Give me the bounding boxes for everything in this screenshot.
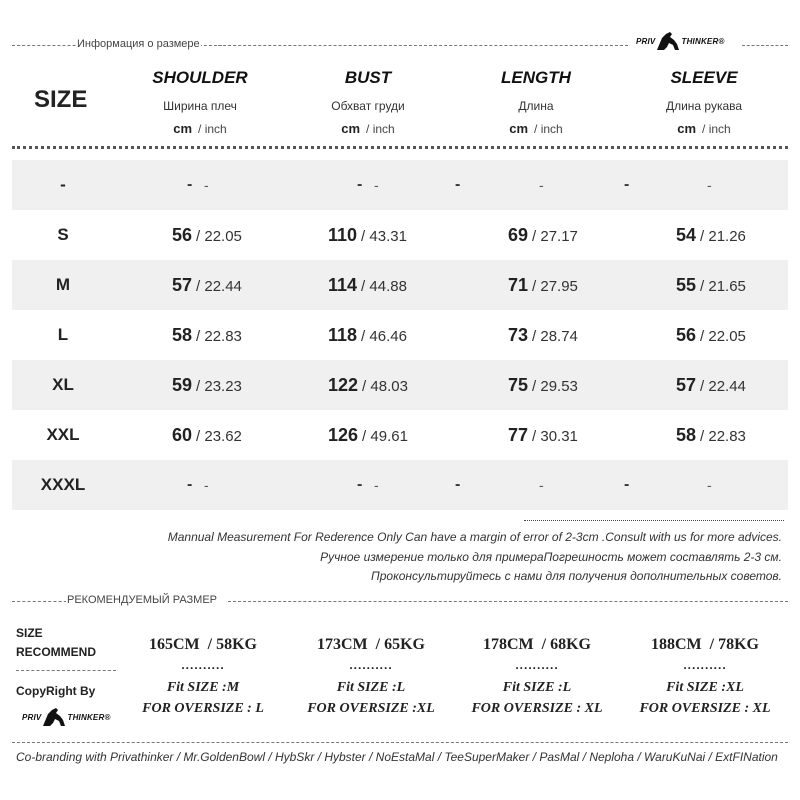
panther-icon — [655, 28, 681, 54]
brand-logo — [636, 28, 725, 54]
oversize-size: FOR OVERSIZE : L — [142, 701, 264, 716]
table-row — [12, 460, 788, 510]
column-header-length — [461, 68, 611, 136]
section-title-size-info: Информация о размере — [77, 38, 200, 50]
cell-length: 75 / 29.53 — [508, 375, 578, 395]
note-line-ru-1: Ручное измерение только для примераПогрешность может составлять 2-3 см. — [320, 549, 782, 564]
cell-sleeve: 58 / 22.83 — [676, 425, 746, 445]
cell-shoulder-cm: - — [187, 176, 193, 193]
note-line-en: Mannual Measurement For Rederence Only Can have a margin of error of 2-3cm .Consult with us for more advices. — [167, 530, 782, 544]
table-row — [12, 360, 788, 410]
cell-length: 77 / 30.31 — [508, 425, 578, 445]
cell-bust: 122 / 48.03 — [328, 375, 408, 395]
dots-separator: .......... — [181, 658, 225, 672]
row-size-label: L — [57, 325, 69, 344]
oversize-size: FOR OVERSIZE : XL — [639, 701, 771, 716]
dots-separator: .......... — [683, 658, 727, 672]
cell-bust: 114 / 44.88 — [328, 275, 407, 295]
cell-sleeve: 54 / 21.26 — [676, 225, 746, 245]
dots-separator: .......... — [349, 658, 393, 672]
column-title-en: BUST — [344, 68, 392, 87]
cell-sleeve-inch: - — [707, 477, 712, 493]
row-size-label: - — [60, 175, 66, 194]
column-header-sleeve — [629, 68, 779, 136]
cell-shoulder-cm: - — [187, 476, 193, 493]
cell-bust: 110 / 43.31 — [328, 225, 407, 245]
cell-length: 73 / 28.74 — [508, 325, 578, 345]
note-line-ru-2: Проконсультируйтесь с нами для получения дополнительных советов. — [371, 569, 782, 583]
notes-top-rule — [524, 520, 784, 521]
cell-sleeve-cm: - — [624, 176, 630, 193]
column-title-ru: Длина — [518, 99, 554, 113]
recommend-item — [452, 636, 622, 719]
cell-bust-inch: - — [374, 477, 379, 493]
cell-sleeve-cm: - — [624, 476, 630, 493]
column-title-ru: Ширина плеч — [163, 99, 237, 113]
table-row — [12, 260, 788, 310]
measurement-notes — [168, 528, 782, 587]
cell-bust: 126 / 49.61 — [328, 425, 408, 445]
recommend-rule-right — [228, 601, 788, 602]
column-units: cm / inch — [509, 121, 563, 136]
cobranding-footer: Co-branding with Privathinker / Mr.GoldenBowl / HybSkr / Hybster / NoEstaMal / TeeSuperMaker / PasMal / Neploha / WaruKuNai / ExtFINation — [16, 750, 778, 764]
logo-text-left: PRIV — [636, 36, 656, 46]
cell-shoulder: 56 / 22.05 — [172, 225, 242, 245]
cell-length: 69 / 27.17 — [508, 225, 578, 245]
oversize-size: FOR OVERSIZE :XL — [307, 701, 435, 716]
fit-size: Fit SIZE :M — [166, 680, 240, 695]
table-row — [12, 210, 788, 260]
column-units: cm / inch — [677, 121, 731, 136]
cell-shoulder-inch: - — [204, 477, 209, 493]
recommend-label-rule — [16, 670, 116, 671]
fit-size: Fit SIZE :L — [336, 680, 406, 695]
cell-bust-cm: - — [357, 476, 363, 493]
footer-rule — [12, 742, 788, 743]
cell-length-inch: - — [539, 477, 544, 493]
fit-size: Fit SIZE :L — [502, 680, 572, 695]
table-row — [12, 160, 788, 210]
cell-length-cm: - — [455, 476, 461, 493]
column-title-ru: Длина рукава — [665, 99, 743, 113]
height-weight: 178CM / 68KG — [483, 636, 591, 653]
cell-length-inch: - — [539, 177, 544, 193]
logo-text-right: THINKER® — [67, 712, 111, 722]
cell-shoulder: 57 / 22.44 — [172, 275, 242, 295]
cell-shoulder: 60 / 23.62 — [172, 425, 242, 445]
cell-sleeve: 55 / 21.65 — [676, 275, 746, 295]
recommend-item — [286, 636, 456, 719]
height-weight: 165CM / 58KG — [149, 636, 257, 653]
row-size-label: S — [57, 225, 69, 244]
cell-shoulder: 59 / 23.23 — [172, 375, 242, 395]
logo-text-left: PRIV — [22, 712, 42, 722]
height-weight: 173CM / 65KG — [317, 636, 425, 653]
panther-icon — [41, 704, 67, 730]
row-size-label: XXL — [46, 425, 80, 444]
cell-sleeve-inch: - — [707, 177, 712, 193]
oversize-size: FOR OVERSIZE : XL — [471, 701, 603, 716]
size-recommend-label: SIZE RECOMMEND — [16, 626, 96, 659]
cell-sleeve: 56 / 22.05 — [676, 325, 746, 345]
header-divider — [12, 146, 788, 149]
recommend-item — [118, 636, 288, 719]
column-title-en: SHOULDER — [152, 68, 248, 87]
height-weight: 188CM / 78KG — [651, 636, 759, 653]
top-rule-middle — [218, 45, 628, 46]
fit-size: Fit SIZE :XL — [666, 680, 744, 695]
column-units: cm / inch — [341, 121, 395, 136]
cell-shoulder-inch: - — [204, 177, 209, 193]
top-rule-right — [742, 45, 788, 46]
cell-length-cm: - — [455, 176, 461, 193]
column-units: cm / inch — [173, 121, 227, 136]
size-heading: SIZE — [34, 86, 88, 113]
cell-length: 71 / 27.95 — [508, 275, 578, 295]
column-header-shoulder — [125, 68, 275, 136]
column-title-en: SLEEVE — [670, 68, 738, 87]
recommend-rule-left — [12, 601, 72, 602]
logo-text-right: THINKER® — [681, 36, 725, 46]
row-size-label: XXXL — [40, 475, 86, 494]
cell-bust: 118 / 46.46 — [328, 325, 407, 345]
column-title-en: LENGTH — [501, 68, 571, 87]
brand-logo-small — [22, 704, 111, 730]
cell-bust-cm: - — [357, 176, 363, 193]
cell-bust-inch: - — [374, 177, 379, 193]
table-row — [12, 410, 788, 460]
row-size-label: M — [55, 275, 71, 294]
copyright-label: CopyRight By — [16, 684, 96, 698]
dots-separator: .......... — [515, 658, 559, 672]
column-title-ru: Обхват груди — [331, 99, 405, 113]
column-header-bust — [293, 68, 443, 136]
table-row — [12, 310, 788, 360]
section-title-recommend: РЕКОМЕНДУЕМЫЙ РАЗМЕР — [67, 594, 218, 606]
cell-sleeve: 57 / 22.44 — [676, 375, 746, 395]
recommend-item — [620, 636, 790, 719]
row-size-label: XL — [52, 375, 74, 394]
cell-shoulder: 58 / 22.83 — [172, 325, 242, 345]
